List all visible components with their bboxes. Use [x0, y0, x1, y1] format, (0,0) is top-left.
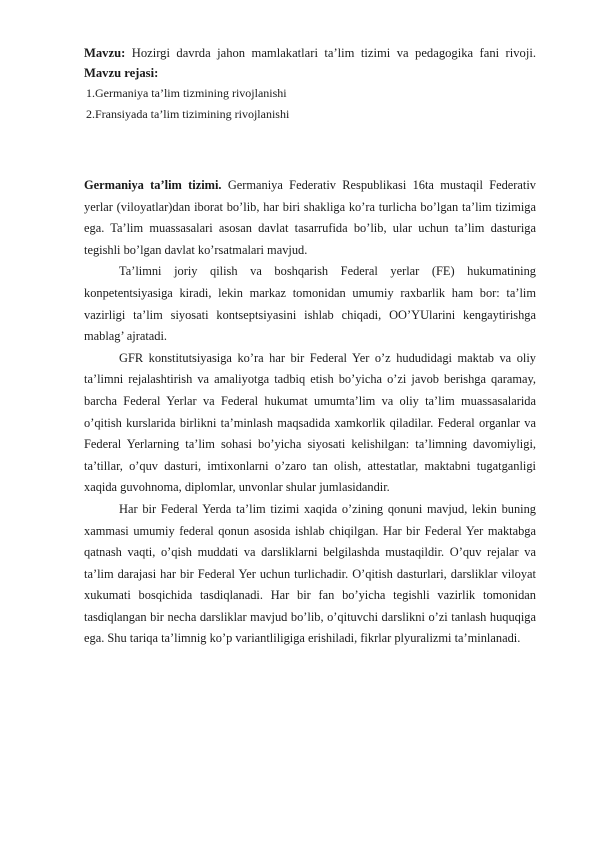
document-body [84, 175, 536, 650]
topic-label: Mavzu [84, 46, 122, 60]
paragraph-management: Ta’limni joriy qilish va boshqarish Federal yerlar (FE) hukumatining konpetentsiyasiga kiradi, lekin markaz tomonidan umumiy raxbarlik ham bor: ta’lim vazirligi ta’lim siyosati kontseptsiyasini ishlab chiqadi, OO’YUlarini kengaytirishga mablag’ ajratadi. [84, 264, 536, 344]
section-heading: Germaniya ta’lim tizimi. [84, 178, 222, 192]
topic-line [84, 44, 536, 63]
paragraph-federal-lands: Har bir Federal Yerda ta’lim tizimi xaqida o’zining qonuni mavjud, lekin buning xammasi umumiy federal qonun asosida ishlab chiqilgan. Har bir Federal Yer maktabga qatnash vaqti, o’qish muddati va darsliklarni belgilashda mustaqildir. O’quv rejalar va ta’lim darajasi har bir Federal Yer uchun turlichadir. O’qitish dasturlari, darsliklar viloyat xukumati bosqichida tasdiqlanadi. Har bir fan bo’yicha tegishli vazirlik tomonidan tasdiqlangan bir necha darsliklar mavjud bo’lib, o’qituvchi darslikni o’zi tanlash huquqiga ega. Shu tariqa ta’limnig ko’p variantliligiga erishiladi, fikrlar plyuralizmi ta’minlanadi. [84, 501, 536, 646]
plan-title-line: Mavzu rejasi: [84, 66, 159, 80]
plan-item-1: 1.Germaniya ta’lim tizmining rivojlanishi [86, 86, 287, 100]
paragraph-constitution: GFR konstitutsiyasiga ko’ra har bir Federal Yer o’z hududidagi maktab va oliy ta’limni rejalashtirish va amaliyotga tadbiq etish bo’yicha o’zi javob berishga qaramay, barcha Federal Yerlar va Federal hukumat umumta’lim va oliy ta’lim muassasalarida o’qitish kurslarida birlikni ta’minlash maqsadida xamkorlik qiladilar. Federal organlar va Federal Yerlarning ta’lim sohasi bo’yicha siyosati kelishilgan: ta’limning davomiyligi, ta’tillar, o’quv dasturi, imtixonlarni o’zaro tan olish, attestatlar, maktabni tugatganligi xaqida guvohnoma, diplomlar, unvonlar shular jumlasidandir. [84, 350, 536, 495]
plan-item-2: 2.Fransiyada ta’lim tizimining rivojlanishi [86, 107, 290, 121]
plan-title: Mavzu rejasi [84, 66, 155, 80]
topic-colon: : [121, 46, 126, 60]
paragraph-germany-intro [84, 175, 536, 261]
paragraph-text: Germaniya Federativ Respublikasi 16ta mustaqil Federativ yerlar (viloyatlar)dan iborat bo’lib, har biri shakliga ko’ra turlicha bo’lgan ta’lim tizimiga ega. Ta’lim muassasalari asosan davlat tasarrufida bo’lib, ular uchun ta’lim dasturiga tegishli bo’lgan davlat ko’rsatmalari mavjud. [84, 178, 536, 257]
topic-text: Hozirgi davrda jahon mamlakatlari ta’lim tizimi va pedagogika fani rivoji. [131, 46, 536, 60]
